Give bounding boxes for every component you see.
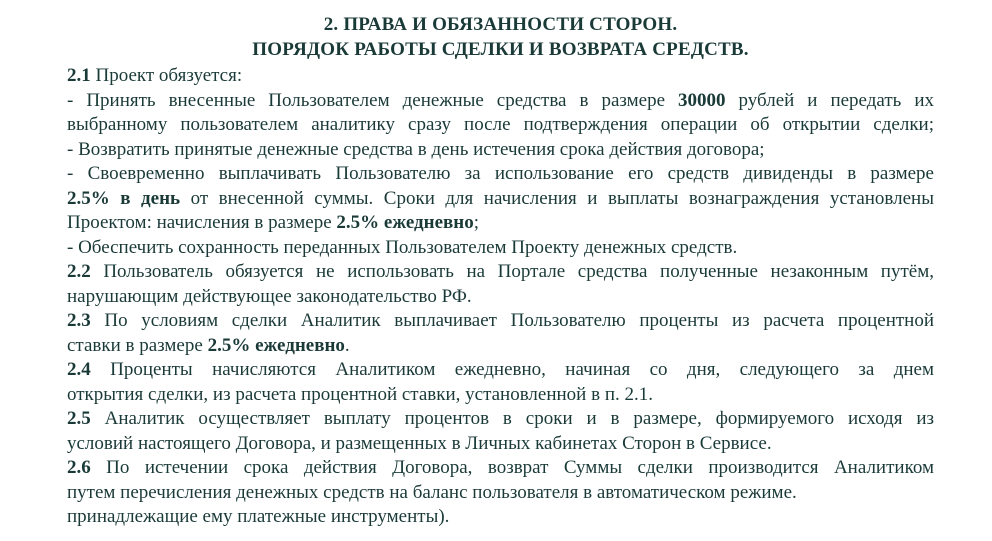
clause-text: от внесенной суммы. Сроки для начисления и выплаты вознаграждения установлены — [180, 187, 934, 209]
section-heading — [67, 12, 934, 62]
clause-number: 2.2 — [67, 261, 91, 282]
clause-text: . — [344, 334, 350, 356]
rate-value: 2.5% в день — [67, 187, 181, 209]
clause-2-6-line-3: принадлежащие ему платежные инструменты). — [67, 506, 450, 527]
clause-text: Аналитик осуществляет выплату процентов в сроки и в размере, формируемого исходя из — [90, 408, 934, 429]
clause-2-1-bullet-4: - Обеспечить сохранность переданных Пользователем Проекту денежных средств. — [67, 236, 738, 258]
rate-value: 2.5% ежедневно — [336, 212, 474, 233]
clause-2-1-bullet-1-line-2: выбранному пользователем аналитику сразу после подтверждения операции об открытии сделки; — [67, 114, 934, 135]
heading-line-1: 2. ПРАВА И ОБЯЗАННОСТИ СТОРОН. — [323, 14, 678, 35]
clause-2-1-bullet-3-line-2 — [67, 187, 934, 212]
clause-2-5-line-2: условий настоящего Договора, и размещенных в Личных кабинетах Сторон в Сервисе. — [67, 432, 772, 454]
clause-text: рублей и передать их — [725, 89, 934, 111]
clause-2-1-bullet-2: - Возвратить принятые денежные средства в день истечения срока действия договора; — [67, 138, 765, 160]
clause-text: Проект обязуется: — [90, 65, 243, 86]
clause-2-1-intro — [67, 64, 934, 89]
clause-2-6-line-2: путем перечисления денежных средств на баланс пользователя в автоматическом режиме. — [67, 481, 797, 503]
clause-2-2-line-2: нарушающим действующее законодательство РФ. — [67, 285, 472, 307]
clause-2-4-line-1 — [67, 358, 934, 383]
clause-2-3-line-1 — [67, 309, 934, 334]
clause-text: По условиям сделки Аналитик выплачивает Пользователю проценты из расчета процентной — [90, 310, 934, 331]
document-body — [67, 64, 934, 530]
clause-2-2-line-1 — [67, 260, 934, 285]
clause-number: 2.3 — [67, 310, 91, 331]
clause-number: 2.4 — [67, 359, 91, 380]
clause-2-1-bullet-1-line-1 — [67, 89, 934, 114]
clause-2-4-line-2: открытия сделки, из расчета процентной ставки, установленной в п. 2.1. — [67, 383, 653, 405]
clause-text: ; — [473, 212, 480, 233]
clause-text: Пользователь обязуется не использовать на Портале средства полученные незаконным путём, — [90, 261, 934, 282]
amount-value: 30000 — [678, 89, 726, 111]
clause-2-6-line-1 — [67, 456, 934, 481]
heading-line-2: ПОРЯДОК РАБОТЫ СДЕЛКИ И ВОЗВРАТА СРЕДСТВ. — [252, 39, 749, 60]
clause-number: 2.6 — [67, 457, 91, 478]
clause-2-1-bullet-3-line-1: - Своевременно выплачивать Пользователю за использование его средств дивиденды в размере — [67, 163, 934, 184]
clause-number: 2.1 — [67, 65, 91, 86]
clause-text: ставки в размере — [67, 334, 208, 356]
clause-text: По истечении срока действия Договора, возврат Суммы сделки производится Аналитиком — [90, 457, 934, 478]
clause-2-1-bullet-3-line-3 — [67, 211, 934, 236]
clause-text: - Принять внесенные Пользователем денежные средства в размере — [67, 89, 679, 111]
clause-text: Проектом: начисления в размере — [67, 212, 337, 233]
clause-2-5-line-1 — [67, 407, 934, 432]
rate-value: 2.5% ежедневно — [207, 334, 345, 356]
clause-text: Проценты начисляются Аналитиком ежедневно, начиная со дня, следующего за днем — [90, 359, 934, 380]
clause-2-3-line-2 — [67, 334, 934, 359]
clause-number: 2.5 — [67, 408, 91, 429]
